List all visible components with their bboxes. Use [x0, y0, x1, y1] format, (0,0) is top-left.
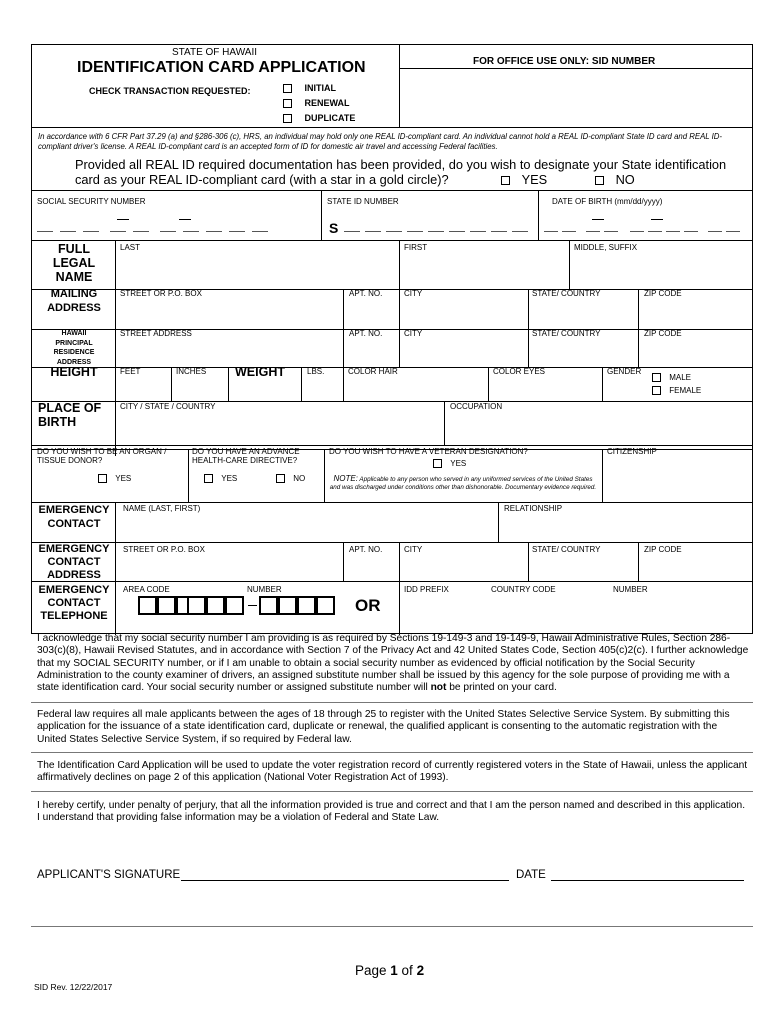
state-id-prefix: S [329, 220, 339, 236]
emergency-name-input[interactable] [116, 514, 497, 541]
residence-zip-input[interactable] [639, 339, 752, 366]
first-name-input[interactable] [400, 253, 568, 289]
voter-registration-statement: The Identification Card Application will be used to update the voter registration record of currently registered voters in the State of Hawaii, unless the applicant affirmatively declines on page 2 of this application (National Voter Registration Act of 1993). [37, 760, 748, 784]
dob-label: DATE OF BIRTH (mm/dd/yyyy) [552, 197, 663, 206]
real-id-question-1: Provided all REAL ID required documentation has been provided, do you wish to designate your State identification [75, 157, 727, 172]
ssn-input[interactable] [32, 210, 321, 240]
health-directive-no[interactable]: NO [276, 474, 305, 483]
citizenship-label: CITIZENSHIP [607, 447, 657, 456]
veteran-note [328, 475, 598, 492]
weight-input[interactable] [229, 381, 300, 400]
feet-label: FEET [120, 367, 141, 376]
veteran-note-text: Applicable to any person who served in any uniformed services of the United States and was discharged under conditions other than dishonorable. Documentary evidence required. [329, 476, 597, 491]
occupation-input[interactable] [445, 412, 752, 444]
selective-service-statement: Federal law requires all male applicants between the ages of 18 through 25 to register with the United States Selective Service System. By submitting this application for the issuance of a state identification card, duplicate or renewal, the qualified applicant is consenting to the automatic registration with the United States Selective Service System, if so required by Federal law. [37, 709, 730, 745]
lbs-label: LBS. [307, 367, 325, 376]
emergency-apt-label: APT. NO. [349, 545, 383, 554]
middle-suffix-label: MIDDLE, SUFFIX [574, 243, 638, 252]
occupation-label: OCCUPATION [450, 402, 503, 411]
residence-apt-label: APT. NO. [349, 329, 383, 338]
intl-number-label: NUMBER [613, 585, 648, 594]
mailing-apt-label: APT. NO. [349, 289, 383, 298]
mailing-zip-label: ZIP CODE [644, 289, 682, 298]
birth-city-label: CITY / STATE / COUNTRY [120, 402, 216, 411]
residence-apt-input[interactable] [344, 339, 398, 366]
mailing-zip-input[interactable] [639, 299, 752, 328]
health-directive-no-checkbox[interactable] [276, 474, 285, 483]
real-id-no[interactable]: NO [595, 172, 635, 187]
middle-suffix-input[interactable] [570, 253, 752, 289]
emergency-telephone-label: EMERGENCY CONTACT TELEPHONE [38, 584, 110, 622]
emergency-state-label: STATE/ COUNTRY [532, 545, 601, 554]
transaction-initial[interactable]: INITIAL [283, 83, 336, 93]
male-checkbox[interactable] [652, 373, 661, 382]
real-id-notice: In accordance with 6 CFR Part 37.29 (a) and §286-306 (c), HRS, an individual may hold only one REAL ID-compliant card. An individual cannot hold a REAL ID-compliant State ID card and REAL ID-compliant driver's license. A REAL ID-compliant card is an accepted form of ID for domestic air travel and accessing Federal facilities. [38, 132, 723, 151]
emergency-name-label: NAME (LAST, FIRST) [123, 504, 201, 513]
residence-state-input[interactable] [529, 339, 637, 366]
relationship-label: RELATIONSHIP [504, 504, 563, 513]
inches-label: INCHES [176, 367, 207, 376]
organ-donor-yes[interactable]: YES [98, 474, 131, 483]
page-number: Page 1 of 2 [355, 963, 425, 978]
country-code-input[interactable] [488, 595, 606, 634]
ssn-acknowledgement: I acknowledge that my social security number I am providing is as required by Sections 19-149-3 and 19-149-9, Hawaii Administrative Rules, Section 286-303(c)(8), Hawaii Revised Statutes, and in accordance with Section 7 of the Privacy Act and 42 United States Code, Section 405(c)2(c). I further acknowledge that my SOCIAL SECURITY number, or if I am unable to obtain a social security number as evidenced by official notification by the Social Security Administration to the county examiner of drivers, an assigned substitute number shall be issued by this agency for the sole purpose of providing me with a state identification card. Your social security number or assigned substitute number will not be printed on your card. [37, 633, 749, 694]
mailing-city-input[interactable] [400, 299, 527, 328]
phone-number-label: NUMBER [247, 585, 282, 594]
organ-donor-question: DO YOU WISH TO BE AN ORGAN / TISSUE DONOR? [37, 447, 167, 465]
application-form [31, 44, 753, 634]
eye-color-label: COLOR EYES [493, 367, 546, 376]
applicant-signature-label: APPLICANT'S SIGNATURE [37, 869, 181, 881]
state-name: STATE OF HAWAII [172, 47, 257, 58]
health-directive-yes-checkbox[interactable] [204, 474, 213, 483]
female-checkbox[interactable] [652, 386, 661, 395]
or-label: OR [355, 596, 381, 615]
transaction-duplicate[interactable]: DUPLICATE [283, 113, 355, 123]
real-id-no-checkbox[interactable] [595, 176, 604, 185]
country-code-label: COUNTRY CODE [491, 585, 556, 594]
real-id-question-2: card as your REAL ID-compliant card (with a star in a gold circle)? [75, 172, 449, 187]
emergency-street-input[interactable] [116, 555, 342, 580]
last-name-input[interactable] [116, 253, 398, 289]
certification-statement: I hereby certify, under penalty of perjury, that all the information provided is true and correct and that I am the person named and described in this application. I understand that providing false information may be a violation of Federal and State Law. [37, 800, 746, 824]
form-title: IDENTIFICATION CARD APPLICATION [77, 59, 366, 76]
phone-number-input[interactable] [187, 593, 347, 621]
duplicate-checkbox[interactable] [283, 114, 292, 123]
emergency-street-label: STREET OR P.O. BOX [123, 545, 205, 554]
residence-address-label: HAWAII PRINCIPAL RESIDENCE ADDRESS [53, 330, 95, 366]
veteran-yes-checkbox[interactable] [433, 459, 442, 468]
initial-checkbox[interactable] [283, 84, 292, 93]
revision-label: SID Rev. 12/22/2017 [34, 982, 113, 992]
emergency-apt-input[interactable] [344, 555, 398, 580]
office-use-label: FOR OFFICE USE ONLY: SID NUMBER [473, 56, 656, 67]
residence-street-input[interactable] [116, 339, 342, 366]
veteran-note-label: NOTE: [333, 474, 358, 483]
full-legal-name-label: FULL LEGAL NAME [52, 242, 96, 284]
first-name-label: FIRST [404, 243, 428, 252]
mailing-street-label: STREET OR P.O. BOX [120, 289, 202, 298]
emergency-address-label: EMERGENCY CONTACT ADDRESS [38, 543, 110, 581]
citizenship-input[interactable] [603, 459, 752, 501]
mailing-state-label: STATE/ COUNTRY [532, 289, 601, 298]
dob-input[interactable] [538, 210, 753, 240]
transaction-renewal[interactable]: RENEWAL [283, 98, 350, 108]
hair-color-label: COLOR HAIR [348, 367, 398, 376]
emergency-city-input[interactable] [400, 555, 527, 580]
hair-color-input[interactable] [344, 377, 487, 400]
residence-street-label: STREET ADDRESS [120, 329, 192, 338]
idd-prefix-label: IDD PREFIX [404, 585, 449, 594]
feet-input[interactable] [116, 377, 170, 400]
residence-zip-label: ZIP CODE [644, 329, 682, 338]
date-line[interactable] [551, 880, 744, 881]
gender-label: GENDER [607, 367, 642, 376]
weight-label: WEIGHT [235, 365, 285, 379]
veteran-yes[interactable]: YES [433, 459, 466, 468]
health-directive-yes[interactable]: YES [204, 474, 237, 483]
mailing-state-input[interactable] [529, 299, 637, 328]
gender-male[interactable]: MALE [652, 373, 691, 382]
renewal-checkbox[interactable] [283, 99, 292, 108]
birth-city-input[interactable] [116, 412, 443, 444]
state-id-input[interactable] [340, 210, 535, 240]
residence-city-input[interactable] [400, 339, 527, 366]
emergency-zip-label: ZIP CODE [644, 545, 682, 554]
idd-prefix-input[interactable] [400, 595, 486, 634]
gender-female[interactable]: FEMALE [652, 386, 701, 395]
mailing-apt-input[interactable] [344, 299, 398, 328]
date-label: DATE [516, 869, 546, 881]
last-name-label: LAST [120, 243, 141, 252]
inches-input[interactable] [172, 377, 227, 400]
applicant-signature-line[interactable] [181, 880, 509, 881]
health-directive-question: DO YOU HAVE AN ADVANCE HEALTH-CARE DIRECTIVE? [192, 447, 300, 465]
eye-color-input[interactable] [489, 377, 601, 400]
emergency-zip-input[interactable] [639, 555, 752, 580]
area-code-input[interactable] [116, 593, 186, 621]
emergency-state-input[interactable] [529, 555, 637, 580]
real-id-yes[interactable]: YES [501, 172, 547, 187]
height-label: HEIGHT [50, 365, 98, 379]
intl-number-input[interactable] [608, 595, 752, 634]
place-of-birth-label: PLACE OF BIRTH [38, 401, 102, 429]
area-code-label: AREA CODE [123, 585, 170, 594]
residence-city-label: CITY [404, 329, 423, 338]
relationship-input[interactable] [499, 514, 752, 541]
mailing-city-label: CITY [404, 289, 423, 298]
transaction-label: CHECK TRANSACTION REQUESTED: [89, 86, 251, 96]
residence-state-label: STATE/ COUNTRY [532, 329, 601, 338]
mailing-address-label: MAILING ADDRESS [47, 288, 101, 314]
veteran-question: DO YOU WISH TO HAVE A VETERAN DESIGNATION? [329, 447, 528, 456]
state-id-label: STATE ID NUMBER [327, 197, 399, 206]
real-id-yes-checkbox[interactable] [501, 176, 510, 185]
emergency-city-label: CITY [404, 545, 423, 554]
ssn-label: SOCIAL SECURITY NUMBER [37, 197, 146, 206]
emergency-contact-label: EMERGENCY CONTACT [38, 504, 110, 530]
organ-donor-yes-checkbox[interactable] [98, 474, 107, 483]
mailing-street-input[interactable] [116, 299, 342, 328]
